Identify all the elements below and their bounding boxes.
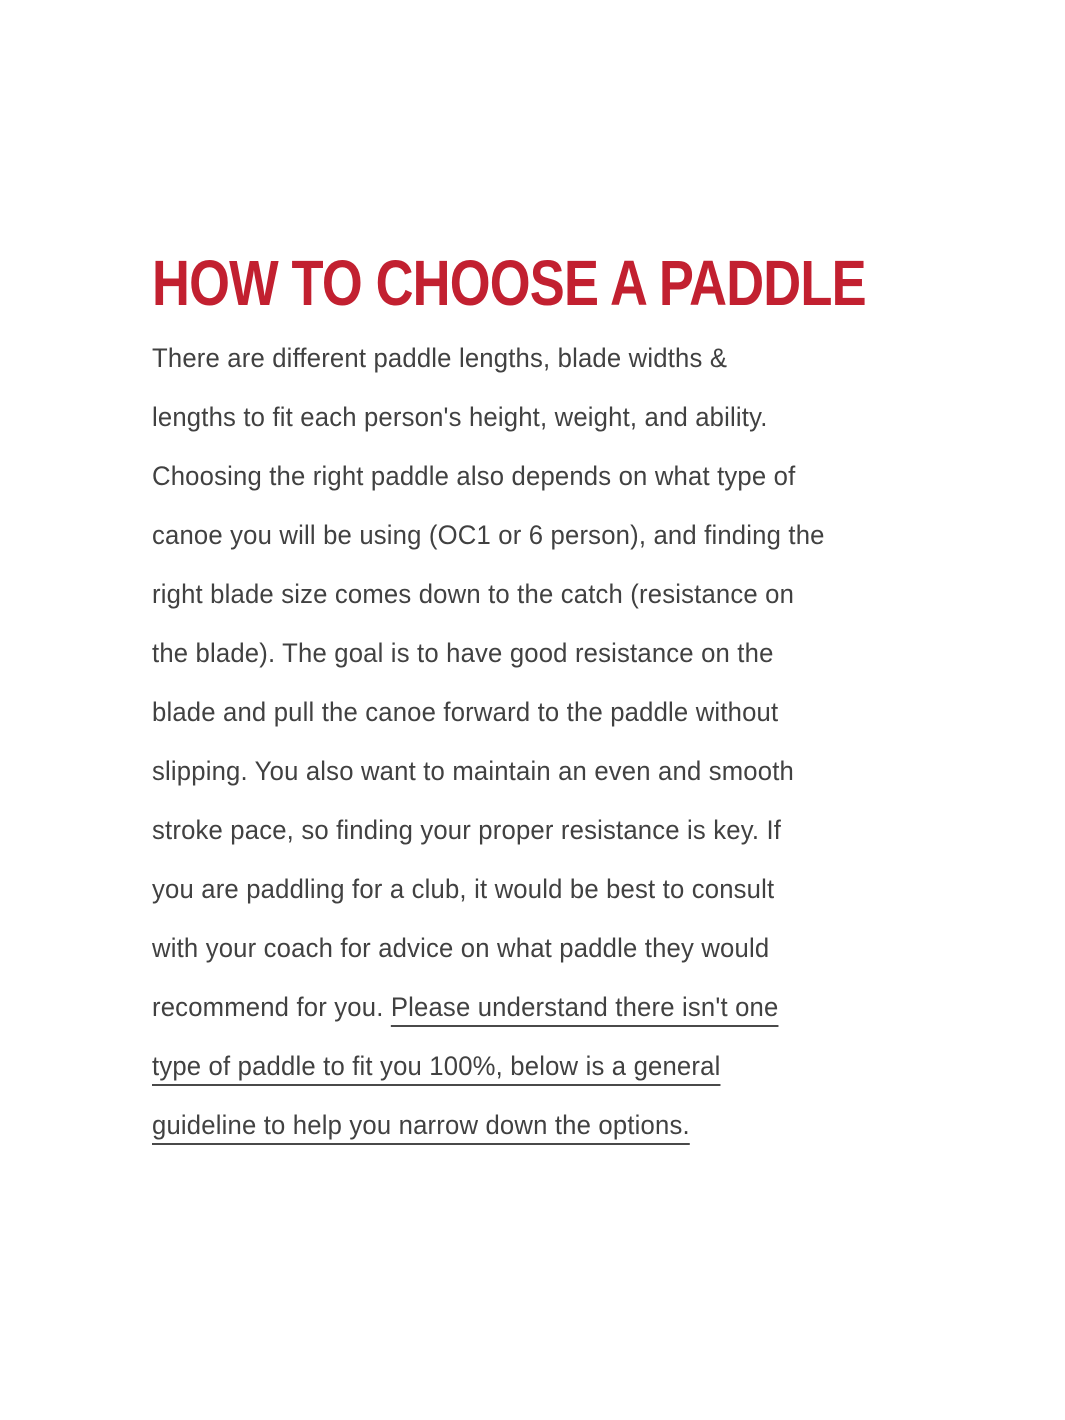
paragraph-line — [152, 388, 1065, 447]
line-underlined-text: guideline to help you narrow down the options. — [152, 1110, 690, 1140]
line-text: canoe you will be using (OC1 or 6 person), and finding the — [152, 520, 825, 550]
paragraph-line — [152, 506, 1065, 565]
page-title — [152, 247, 1065, 319]
page-title-text: HOW TO CHOOSE A PADDLE — [152, 247, 866, 319]
line-text: blade and pull the canoe forward to the paddle without — [152, 697, 779, 727]
paragraph-line — [152, 742, 1065, 801]
line-text: recommend for you. — [152, 992, 391, 1022]
paragraph-line — [152, 801, 1065, 860]
paragraph-line — [152, 1037, 1065, 1096]
line-text: right blade size comes down to the catch (resistance on — [152, 579, 795, 609]
paragraph-line — [152, 978, 1065, 1037]
paragraph-line — [152, 329, 1065, 388]
paragraph-line — [152, 683, 1065, 742]
body-paragraph — [152, 329, 1065, 1155]
paragraph-line — [152, 919, 1065, 978]
line-text: the blade). The goal is to have good resistance on the — [152, 638, 774, 668]
line-text: There are different paddle lengths, blade widths & — [152, 343, 728, 373]
line-text: lengths to fit each person's height, weight, and ability. — [152, 402, 768, 432]
line-text: you are paddling for a club, it would be best to consult — [152, 874, 775, 904]
paragraph-line — [152, 447, 1065, 506]
paragraph-line — [152, 624, 1065, 683]
line-text: with your coach for advice on what paddle they would — [152, 933, 770, 963]
line-text: slipping. You also want to maintain an even and smooth — [152, 756, 794, 786]
line-text: stroke pace, so finding your proper resistance is key. If — [152, 815, 782, 845]
line-text: Choosing the right paddle also depends on what type of — [152, 461, 796, 491]
paragraph-line — [152, 860, 1065, 919]
line-underlined-text: type of paddle to fit you 100%, below is a general — [152, 1051, 721, 1081]
line-underlined-text: Please understand there isn't one — [390, 992, 779, 1022]
paragraph-line — [152, 565, 1065, 624]
paragraph-line — [152, 1096, 1065, 1155]
